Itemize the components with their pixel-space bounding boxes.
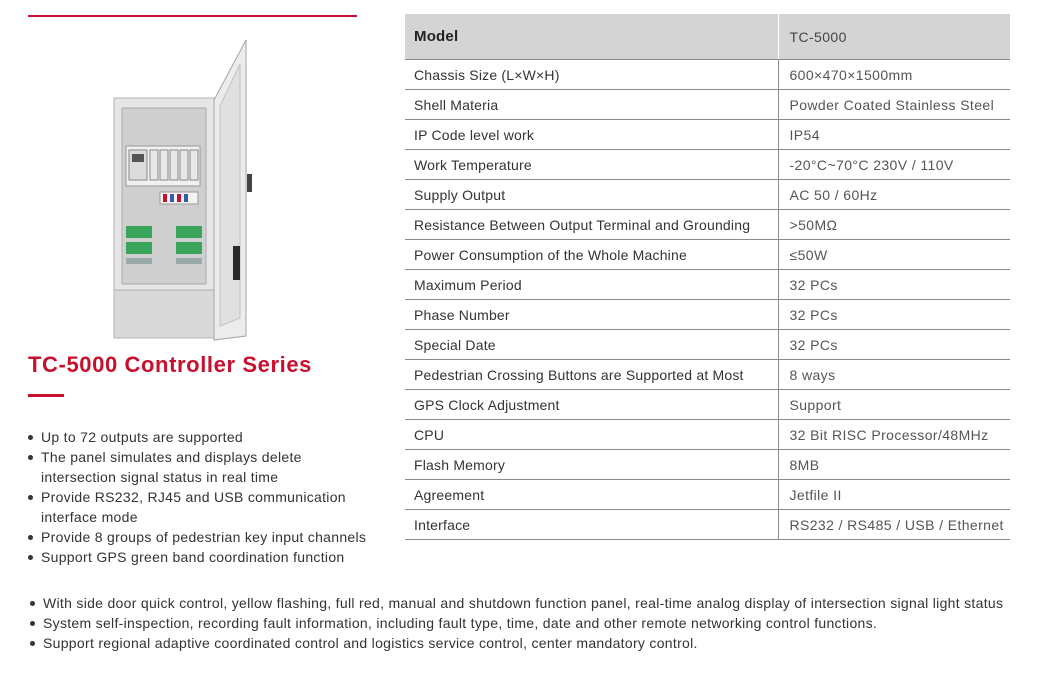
table-row bbox=[405, 360, 1010, 390]
spec-value: 32 PCs bbox=[778, 300, 1010, 330]
specifications-table bbox=[405, 14, 1010, 540]
table-row bbox=[405, 420, 1010, 450]
spec-key: Power Consumption of the Whole Machine bbox=[405, 240, 778, 270]
table-header-row bbox=[405, 14, 1010, 60]
table-row bbox=[405, 180, 1010, 210]
spec-key: Work Temperature bbox=[405, 150, 778, 180]
spec-value: 32 PCs bbox=[778, 270, 1010, 300]
table-row bbox=[405, 330, 1010, 360]
table-row bbox=[405, 480, 1010, 510]
table-row bbox=[405, 300, 1010, 330]
controller-cabinet-image bbox=[110, 36, 260, 346]
spec-key: GPS Clock Adjustment bbox=[405, 390, 778, 420]
feature-item: Provide 8 groups of pedestrian key input channels bbox=[41, 527, 381, 547]
spec-value: 8 ways bbox=[778, 360, 1010, 390]
table-row bbox=[405, 210, 1010, 240]
title-accent-rule bbox=[28, 394, 64, 397]
spec-value: >50MΩ bbox=[778, 210, 1010, 240]
spec-value: Jetfile II bbox=[778, 480, 1010, 510]
spec-key: Shell Materia bbox=[405, 90, 778, 120]
spec-value: 8MB bbox=[778, 450, 1010, 480]
spec-key: Maximum Period bbox=[405, 270, 778, 300]
spec-key: Phase Number bbox=[405, 300, 778, 330]
spec-value: Support bbox=[778, 390, 1010, 420]
spec-key: CPU bbox=[405, 420, 778, 450]
spec-value: -20°C~70°C 230V / 110V bbox=[778, 150, 1010, 180]
series-title: TC-5000 Controller Series bbox=[28, 352, 312, 377]
spec-value: ≤50W bbox=[778, 240, 1010, 270]
spec-value: 32 Bit RISC Processor/48MHz bbox=[778, 420, 1010, 450]
spec-value: IP54 bbox=[778, 120, 1010, 150]
table-row bbox=[405, 450, 1010, 480]
spec-key: IP Code level work bbox=[405, 120, 778, 150]
feature-item: With side door quick control, yellow flashing, full red, manual and shutdown function panel, real-time analog display of intersection signal light status bbox=[43, 593, 1013, 613]
spec-value: Powder Coated Stainless Steel bbox=[778, 90, 1010, 120]
spec-key: Supply Output bbox=[405, 180, 778, 210]
spec-value: 600×470×1500mm bbox=[778, 60, 1010, 90]
spec-value: RS232 / RS485 / USB / Ethernet bbox=[778, 510, 1010, 540]
spec-key: Special Date bbox=[405, 330, 778, 360]
table-row bbox=[405, 240, 1010, 270]
spec-key: Agreement bbox=[405, 480, 778, 510]
spec-key: Flash Memory bbox=[405, 450, 778, 480]
table-row bbox=[405, 90, 1010, 120]
table-row bbox=[405, 510, 1010, 540]
top-accent-rule bbox=[28, 15, 357, 17]
spec-value: TC-5000 bbox=[778, 14, 1010, 60]
table-row bbox=[405, 270, 1010, 300]
feature-item: Support regional adaptive coordinated control and logistics service control, center mandatory control. bbox=[43, 633, 1013, 653]
feature-item: Support GPS green band coordination function bbox=[41, 547, 381, 567]
feature-list-wide bbox=[43, 593, 1013, 653]
table-row bbox=[405, 120, 1010, 150]
feature-item: System self-inspection, recording fault information, including fault type, time, date and other remote networking control functions. bbox=[43, 613, 1013, 633]
feature-list bbox=[41, 427, 381, 567]
spec-key: Interface bbox=[405, 510, 778, 540]
table-row bbox=[405, 150, 1010, 180]
spec-value: AC 50 / 60Hz bbox=[778, 180, 1010, 210]
feature-item: Up to 72 outputs are supported bbox=[41, 427, 381, 447]
table-row bbox=[405, 60, 1010, 90]
spec-key: Resistance Between Output Terminal and Grounding bbox=[405, 210, 778, 240]
spec-key: Chassis Size (L×W×H) bbox=[405, 60, 778, 90]
feature-item: Provide RS232, RJ45 and USB communication interface mode bbox=[41, 487, 381, 527]
feature-item: The panel simulates and displays delete intersection signal status in real time bbox=[41, 447, 381, 487]
spec-key: Pedestrian Crossing Buttons are Supported at Most bbox=[405, 360, 778, 390]
spec-key: Model bbox=[405, 14, 778, 60]
spec-value: 32 PCs bbox=[778, 330, 1010, 360]
table-row bbox=[405, 390, 1010, 420]
